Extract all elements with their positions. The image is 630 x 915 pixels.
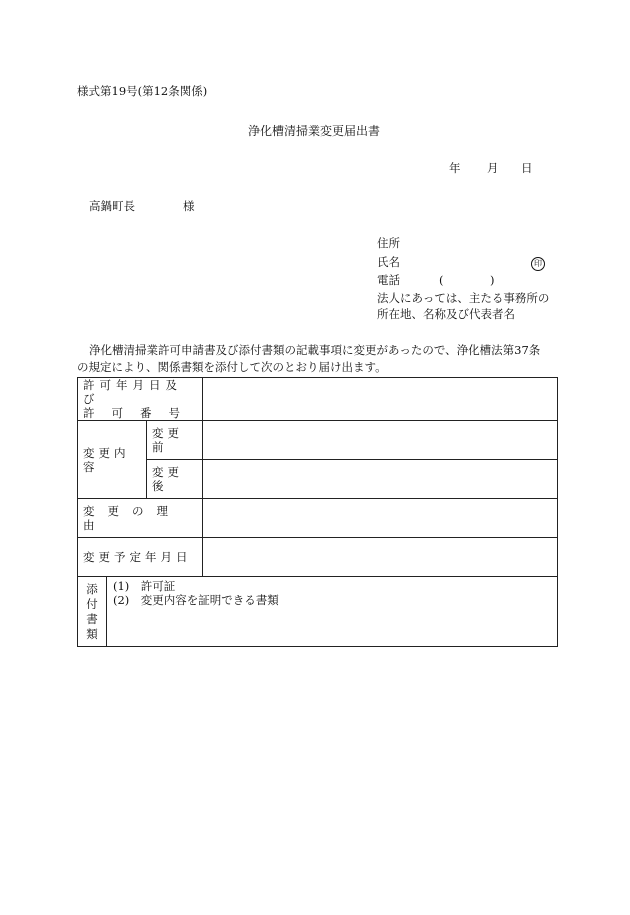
before-label: 変更前: [152, 426, 183, 454]
reason-label: 変更の理由: [83, 504, 181, 532]
address-label: 住所: [377, 236, 400, 250]
reason-row: [78, 499, 558, 538]
scheduled-date-label-cell: [78, 538, 203, 577]
after-value-cell[interactable]: [203, 460, 558, 499]
name-label: 氏名: [377, 255, 400, 269]
phone-label: 電話: [377, 273, 400, 287]
attached-item-2: (2) 変更内容を証明できる書類: [113, 593, 279, 607]
change-content-cell: [78, 421, 147, 499]
date-year: 年: [449, 161, 461, 175]
corp-note-line-2: 所在地、名称及び代表者名: [377, 307, 515, 321]
body-text-line-2: の規定により、関係書類を添付して次のとおり届け出ます。: [77, 360, 387, 374]
attached-list-cell: [107, 577, 558, 647]
attached-row: [78, 577, 558, 647]
permit-value-cell[interactable]: [203, 378, 558, 421]
permit-label-line-2: [83, 406, 197, 420]
attached-label: 添付書類: [86, 581, 98, 641]
attached-label-cell: [78, 577, 107, 647]
seal-mark: [531, 255, 545, 271]
permit-row: [78, 378, 558, 421]
change-table: [77, 377, 558, 647]
addressee-name: 高鍋町長: [89, 199, 135, 213]
attached-label-vertical: [85, 582, 99, 642]
permit-label-cell: [78, 378, 203, 421]
scheduled-date-value-cell[interactable]: [203, 538, 558, 577]
corp-note-line-1: 法人にあっては、主たる事務所の: [377, 291, 550, 305]
scheduled-date-label: 変更予定年月日: [83, 550, 192, 564]
before-label-cell: [147, 421, 203, 460]
seal-icon: 印: [531, 257, 545, 271]
change-content-label: 変更内容: [83, 445, 130, 474]
scheduled-date-row: [78, 538, 558, 577]
attached-item-1: (1) 許可証: [113, 579, 176, 593]
before-row: [78, 421, 558, 460]
date-day: 日: [521, 161, 533, 175]
phone-open-paren: (: [439, 273, 444, 287]
form-number: 様式第19号(第12条関係): [77, 84, 208, 98]
after-row: [78, 460, 558, 499]
page-title: 浄化槽清掃業変更届出書: [248, 124, 381, 138]
phone-close-paren: ): [490, 273, 495, 287]
permit-label-1: 許可年月日及び: [83, 378, 182, 406]
after-label: 変更後: [152, 465, 183, 493]
date-month: 月: [487, 161, 499, 175]
permit-label-2: 許可番号: [83, 406, 197, 420]
addressee-honorific: 様: [183, 199, 195, 213]
reason-value-cell[interactable]: [203, 499, 558, 538]
body-text-line-1: 浄化槽清掃業許可申請書及び添付書類の記載事項に変更があったので、浄化槽法第37条: [89, 343, 541, 357]
before-value-cell[interactable]: [203, 421, 558, 460]
reason-label-cell: [78, 499, 203, 538]
permit-label-line-1: [83, 378, 197, 406]
after-label-cell: [147, 460, 203, 499]
